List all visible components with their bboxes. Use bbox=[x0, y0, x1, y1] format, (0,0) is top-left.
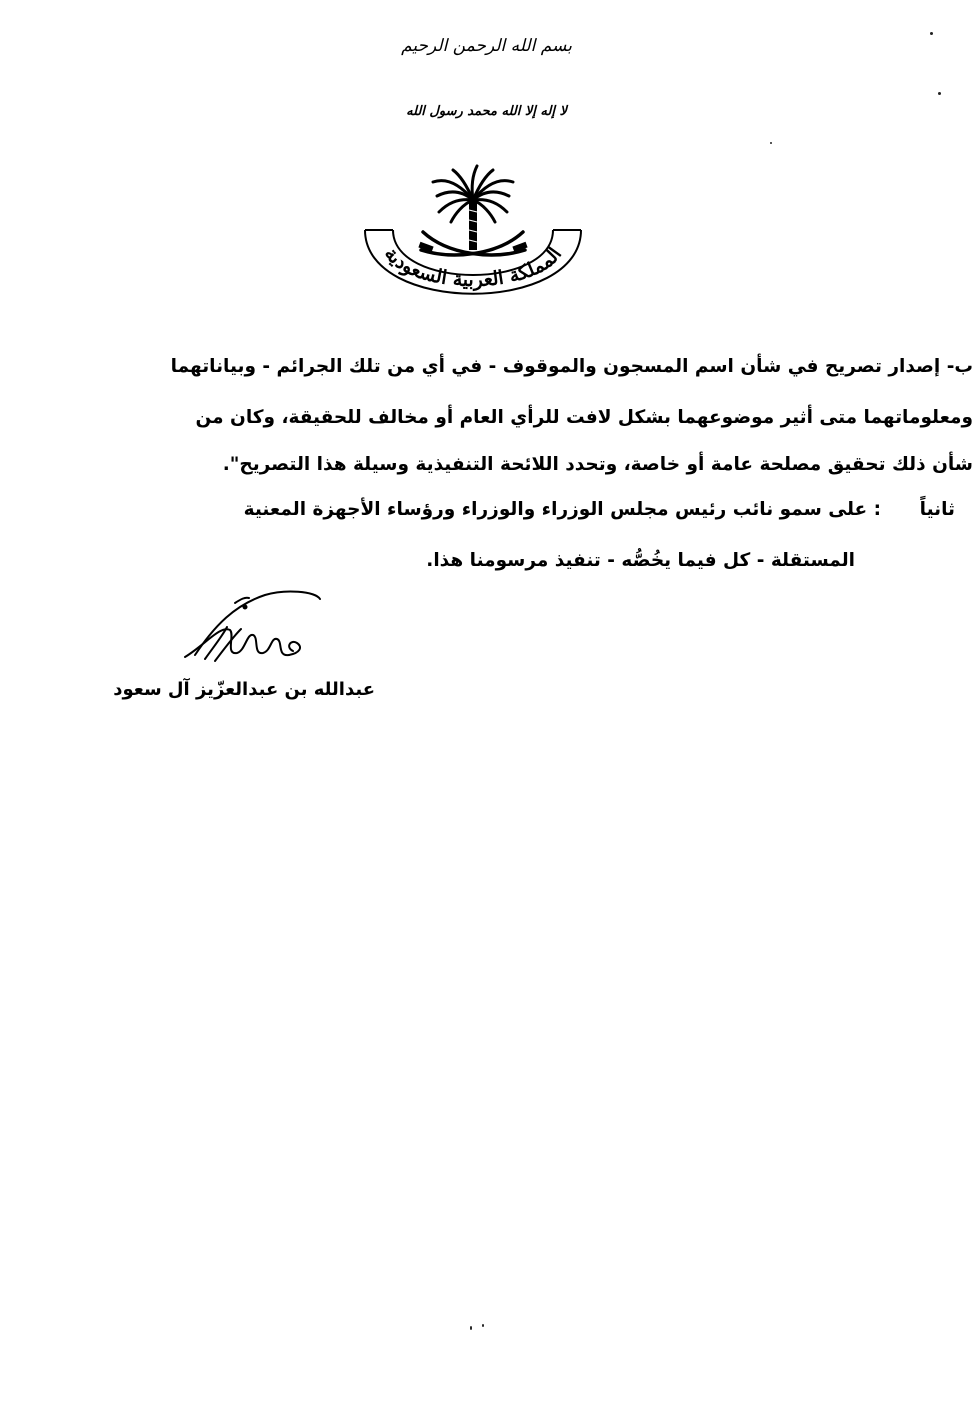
clause-two-line-2: المستقلة - كل فيما يخُصُّه - تنفيذ مرسومنا هذا. bbox=[426, 550, 855, 571]
scan-speck bbox=[470, 1326, 472, 1330]
clause-two-label: ثانياً bbox=[919, 499, 955, 520]
shahada: لا إله إلا الله محمد رسول الله bbox=[406, 104, 567, 119]
scan-speck bbox=[482, 1324, 484, 1327]
para-b-line-1: ب- إصدار تصريح في شأن اسم المسجون والموقوف - في أي من تلك الجرائم - وبياناتهما bbox=[170, 356, 973, 377]
signatory-name: عبدالله بن عبدالعزّيز آل سعود bbox=[113, 679, 375, 700]
basmala: بسم الله الرحمن الرحيم bbox=[401, 36, 572, 56]
emblem-text: المملكة العربية السعودية bbox=[379, 243, 567, 292]
para-b-line-3: شأن ذلك تحقيق مصلحة عامة أو خاصة، وتحدد اللائحة التنفيذية وسيلة هذا التصريح". bbox=[222, 454, 973, 475]
kingdom-emblem bbox=[353, 160, 593, 340]
scan-speck bbox=[930, 32, 933, 35]
clause-two-line-1: : على سمو نائب رئيس مجلس الوزراء والوزراء ورؤساء الأجهزة المعنية bbox=[243, 499, 881, 520]
svg-text:المملكة العربية السعودية bbox=[380, 243, 566, 291]
handwritten-signature bbox=[175, 585, 335, 675]
para-b-line-2: ومعلوماتهما متى أثير موضوعهما بشكل لافت للرأي العام أو مخالف للحقيقة، وكان من bbox=[195, 407, 973, 428]
signature-icon bbox=[175, 585, 335, 675]
letterhead bbox=[0, 0, 973, 350]
palm-swords-emblem-icon bbox=[353, 160, 593, 340]
scan-speck bbox=[770, 142, 772, 144]
scan-speck bbox=[938, 92, 941, 95]
